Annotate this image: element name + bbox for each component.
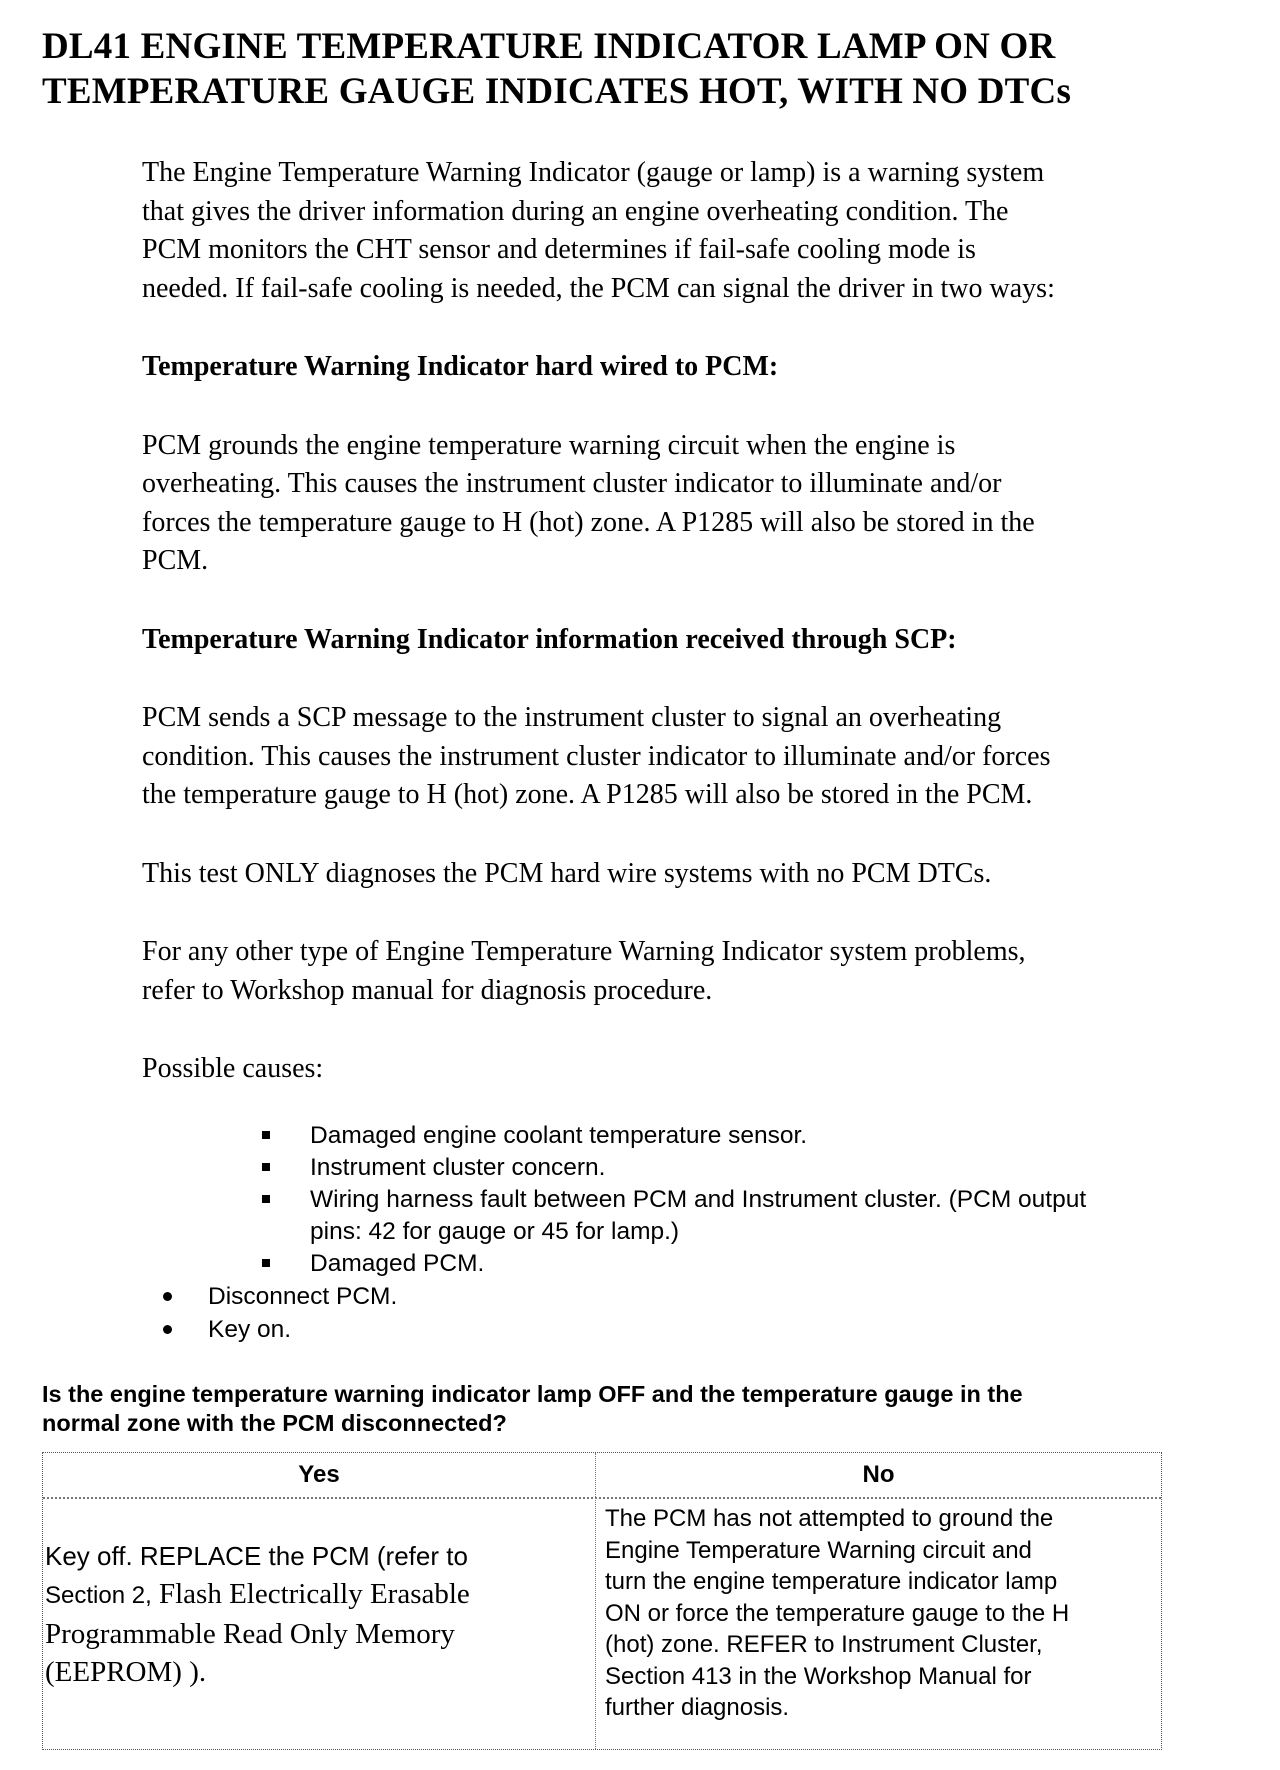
intro-line: PCM monitors the CHT sensor and determines if fail-safe cooling mode is <box>142 234 976 265</box>
yes-cell <box>43 1537 593 1691</box>
spacer <box>142 815 1252 855</box>
section1-line: PCM grounds the engine temperature warning circuit when the engine is <box>142 429 956 461</box>
section2-heading: Temperature Warning Indicator information received through SCP: <box>142 623 957 655</box>
no-line: The PCM has not attempted to ground the <box>605 1505 1054 1532</box>
cause-text: Instrument cluster concern. <box>310 1154 606 1181</box>
intro-line: needed. If fail-safe cooling is needed, the PCM can signal the driver in two ways: <box>142 272 1055 304</box>
no-line: Engine Temperature Warning circuit and <box>605 1536 1032 1564</box>
list-item <box>262 1184 1262 1248</box>
section1-line: PCM. <box>142 545 209 576</box>
cause-text: Wiring harness fault between PCM and Instrument cluster. (PCM output <box>310 1186 1087 1213</box>
other-note-line: refer to Workshop manual for diagnosis procedure. <box>142 974 713 1006</box>
section1-line: forces the temperature gauge to H (hot) zone. A P1285 will also be stored in the <box>142 506 1035 538</box>
intro-paragraph <box>142 154 1252 308</box>
yes-header: Yes <box>298 1461 340 1488</box>
causes-label: Possible causes: <box>142 1053 324 1084</box>
spacer <box>142 1010 1252 1050</box>
no-line: turn the engine temperature indicator lamp <box>605 1568 1058 1595</box>
title-line-1: DL41 ENGINE TEMPERATURE INDICATOR LAMP ON OR <box>42 26 1056 67</box>
other-note-line: For any other type of Engine Temperature Warning Indicator system problems, <box>142 936 1026 967</box>
step-text: Key on. <box>208 1316 292 1343</box>
intro-line: The Engine Temperature Warning Indicator (gauge or lamp) is a warning system <box>142 157 1045 188</box>
no-cell <box>605 1503 1155 1724</box>
steps-list <box>160 1280 1060 1346</box>
spacer <box>142 659 1252 699</box>
spacer <box>142 893 1252 933</box>
section1-line: overheating. This causes the instrument cluster indicator to illuminate and/or <box>142 468 1002 499</box>
section2-line: condition. This causes the instrument cluster indicator to illuminate and/or forces <box>142 740 1051 772</box>
yes-line-part: Section 2, <box>45 1582 152 1609</box>
yes-line: Programmable Read Only Memory <box>45 1618 455 1650</box>
no-line: further diagnosis. <box>605 1694 790 1721</box>
cause-text: Damaged engine coolant temperature sensor. <box>310 1122 808 1149</box>
page-title <box>42 24 1242 114</box>
round-bullet-icon <box>163 1325 172 1334</box>
spacer <box>142 387 1252 427</box>
square-bullet-icon <box>262 1195 270 1203</box>
other-note <box>142 933 1252 1010</box>
list-item <box>262 1152 1262 1184</box>
section2-line: the temperature gauge to H (hot) zone. A P1285 will also be stored in the PCM. <box>142 779 1033 810</box>
square-bullet-icon <box>262 1259 270 1267</box>
list-item <box>160 1280 1060 1313</box>
section2-paragraph <box>142 699 1252 815</box>
column-divider <box>595 1453 596 1749</box>
cause-text: Damaged PCM. <box>310 1250 485 1277</box>
list-item <box>262 1120 1262 1152</box>
diagnostic-question <box>42 1380 1262 1438</box>
section1-heading: Temperature Warning Indicator hard wired to PCM: <box>142 351 779 382</box>
spacer <box>142 581 1252 621</box>
intro-line: that gives the driver information during an engine overheating condition. The <box>142 195 1009 227</box>
spacer <box>142 308 1252 348</box>
yes-line: (EEPROM) ). <box>45 1656 207 1688</box>
square-bullet-icon <box>262 1163 270 1171</box>
causes-list <box>262 1120 1262 1280</box>
round-bullet-icon <box>163 1292 172 1301</box>
cause-text: pins: 42 for gauge or 45 for lamp.) <box>310 1218 680 1245</box>
section1-paragraph <box>142 427 1252 581</box>
list-item <box>262 1248 1262 1280</box>
list-item <box>160 1313 1060 1346</box>
only-note: This test ONLY diagnoses the PCM hard wire systems with no PCM DTCs. <box>142 857 992 889</box>
title-line-2: TEMPERATURE GAUGE INDICATES HOT, WITH NO DTCs <box>42 71 1072 112</box>
yes-line-part: Flash Electrically Erasable <box>151 1578 470 1610</box>
no-line: (hot) zone. REFER to Instrument Cluster, <box>605 1631 1043 1658</box>
question-line-2: normal zone with the PCM disconnected? <box>42 1410 507 1436</box>
document-body <box>142 154 1252 1089</box>
no-line: ON or force the temperature gauge to the H <box>605 1599 1070 1627</box>
no-line: Section 413 in the Workshop Manual for <box>605 1662 1032 1690</box>
yes-line: Key off. REPLACE the PCM (refer to <box>45 1541 468 1571</box>
no-header: No <box>862 1461 895 1488</box>
section2-line: PCM sends a SCP message to the instrument cluster to signal an overheating <box>142 702 1002 733</box>
yes-line <box>45 1575 593 1615</box>
square-bullet-icon <box>262 1131 270 1139</box>
step-text: Disconnect PCM. <box>208 1283 398 1310</box>
table-header-row <box>43 1453 1161 1499</box>
yes-no-table <box>42 1452 1162 1750</box>
question-line-1: Is the engine temperature warning indicator lamp OFF and the temperature gauge in the <box>42 1381 1023 1407</box>
